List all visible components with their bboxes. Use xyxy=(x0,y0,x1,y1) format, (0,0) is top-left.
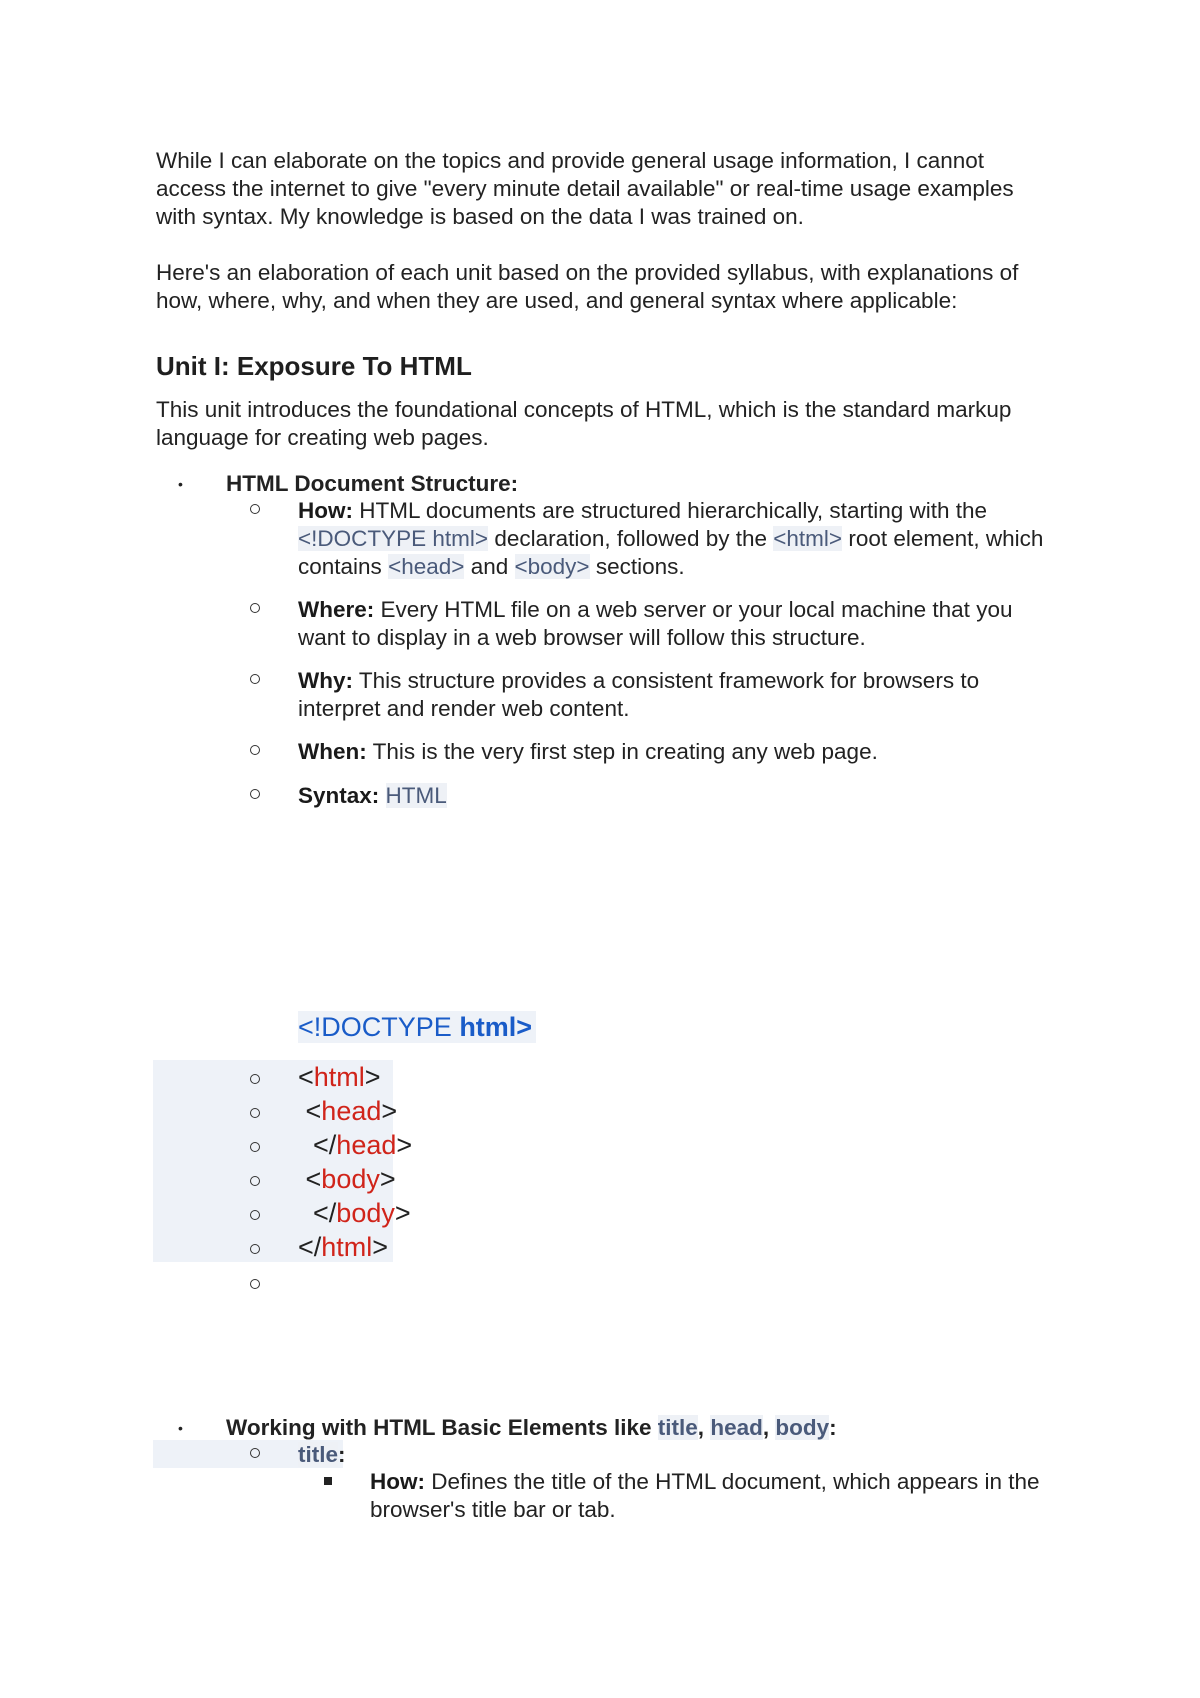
code-tag: html xyxy=(313,1062,365,1092)
code-line xyxy=(298,1129,412,1161)
when-label: When: xyxy=(298,739,367,764)
code-open: < xyxy=(305,1096,322,1126)
structure-syntax xyxy=(298,782,447,810)
code-doctype-line xyxy=(298,1011,536,1043)
structure-why xyxy=(298,667,1058,723)
how-text-4: and xyxy=(470,554,509,579)
unit-intro: This unit introduces the foundational concepts of HTML, which is the standard markup language for creating web pages. xyxy=(156,397,1012,450)
how-text-2: declaration, followed by the xyxy=(494,526,767,551)
code-indent xyxy=(298,1130,313,1160)
code-head: <head> xyxy=(388,554,465,579)
code-close: > xyxy=(396,1130,413,1160)
how-text-1: HTML documents are structured hierarchically, starting with the xyxy=(359,498,988,523)
code-html: <html> xyxy=(773,526,843,551)
code-line xyxy=(298,1095,397,1127)
code-indent xyxy=(298,1096,306,1126)
code-body: body xyxy=(775,1415,830,1440)
code-tag: body xyxy=(321,1164,380,1194)
structure-title: HTML Document Structure: xyxy=(226,471,519,496)
unit-heading: Unit I: Exposure To HTML xyxy=(156,351,472,381)
circle-bullet xyxy=(250,674,260,684)
basic-title-prefix: Working with HTML Basic Elements like xyxy=(226,1415,652,1440)
how-label: How: xyxy=(298,498,353,523)
code-doctype: <!DOCTYPE html> xyxy=(298,526,489,551)
code-indent xyxy=(298,1164,306,1194)
title-how-text: Defines the title of the HTML document, which appears in the browser's title bar or tab. xyxy=(370,1469,1040,1522)
square-bullet xyxy=(324,1477,332,1485)
why-text: This structure provides a consistent framework for browsers to interpret and render web content. xyxy=(298,668,980,721)
code-line xyxy=(298,1197,411,1229)
sub-colon: : xyxy=(338,1442,346,1467)
how-text-3: root element, which contains xyxy=(298,526,1044,579)
code-close: > xyxy=(381,1096,398,1126)
code-sub-title: title xyxy=(298,1442,339,1467)
code-open: </ xyxy=(298,1232,322,1262)
circle-bullet xyxy=(250,1279,260,1289)
code-tag: html xyxy=(321,1232,373,1262)
circle-bullet xyxy=(250,1176,260,1186)
code-close: > xyxy=(379,1164,396,1194)
code-tag: head xyxy=(321,1096,382,1126)
code-tag: head xyxy=(336,1130,397,1160)
sub-title-label xyxy=(298,1441,346,1469)
code-tag: body xyxy=(336,1198,395,1228)
title-how xyxy=(370,1468,1060,1524)
code-open: </ xyxy=(313,1198,337,1228)
code-body: <body> xyxy=(514,554,590,579)
code-indent xyxy=(298,1198,313,1228)
code-head: head xyxy=(710,1415,763,1440)
code-open: </ xyxy=(313,1130,337,1160)
code-close: > xyxy=(372,1232,389,1262)
bullet-dot: • xyxy=(178,1420,183,1436)
circle-bullet xyxy=(250,745,260,755)
structure-where xyxy=(298,596,1058,652)
intro-paragraph-1: While I can elaborate on the topics and provide general usage information, I cannot access the internet to give "every minute detail available" or real-time usage examples with syntax. My knowledge is based on the data I was trained on. xyxy=(156,148,1014,229)
circle-bullet xyxy=(250,504,260,514)
how-text-5: sections. xyxy=(595,554,685,579)
syntax-label: Syntax: xyxy=(298,783,380,808)
code-line xyxy=(298,1061,381,1093)
code-open: < xyxy=(305,1164,322,1194)
doctype-open: <!DOCTYPE xyxy=(298,1012,452,1042)
title-how-label: How: xyxy=(370,1469,425,1494)
circle-bullet xyxy=(250,1142,260,1152)
circle-bullet xyxy=(250,1108,260,1118)
code-title: title xyxy=(657,1415,698,1440)
when-text: This is the very first step in creating any web page. xyxy=(372,739,878,764)
colon: : xyxy=(829,1415,837,1440)
structure-how xyxy=(298,497,1058,581)
why-label: Why: xyxy=(298,668,353,693)
circle-bullet xyxy=(250,789,260,799)
circle-bullet xyxy=(250,1074,260,1084)
code-open: < xyxy=(298,1062,314,1092)
bullet-dot: • xyxy=(178,476,183,492)
code-line xyxy=(298,1231,388,1263)
basic-elements-title xyxy=(226,1414,837,1442)
code-close: > xyxy=(364,1062,381,1092)
intro-paragraph-2: Here's an elaboration of each unit based on the provided syllabus, with explanations of how, where, why, and when they are used, and general syntax where applicable: xyxy=(156,260,1019,313)
code-close: > xyxy=(394,1198,411,1228)
code-line xyxy=(298,1163,396,1195)
syntax-lang: HTML xyxy=(385,783,447,808)
comma: , xyxy=(762,1415,770,1440)
structure-when xyxy=(298,738,1058,766)
circle-bullet xyxy=(250,1448,260,1458)
where-label: Where: xyxy=(298,597,375,622)
circle-bullet xyxy=(250,1210,260,1220)
circle-bullet xyxy=(250,603,260,613)
circle-bullet xyxy=(250,1244,260,1254)
comma: , xyxy=(697,1415,705,1440)
doctype-keyword: html> xyxy=(459,1012,533,1042)
where-text: Every HTML file on a web server or your local machine that you want to display in a web browser will follow this structure. xyxy=(298,597,1013,650)
